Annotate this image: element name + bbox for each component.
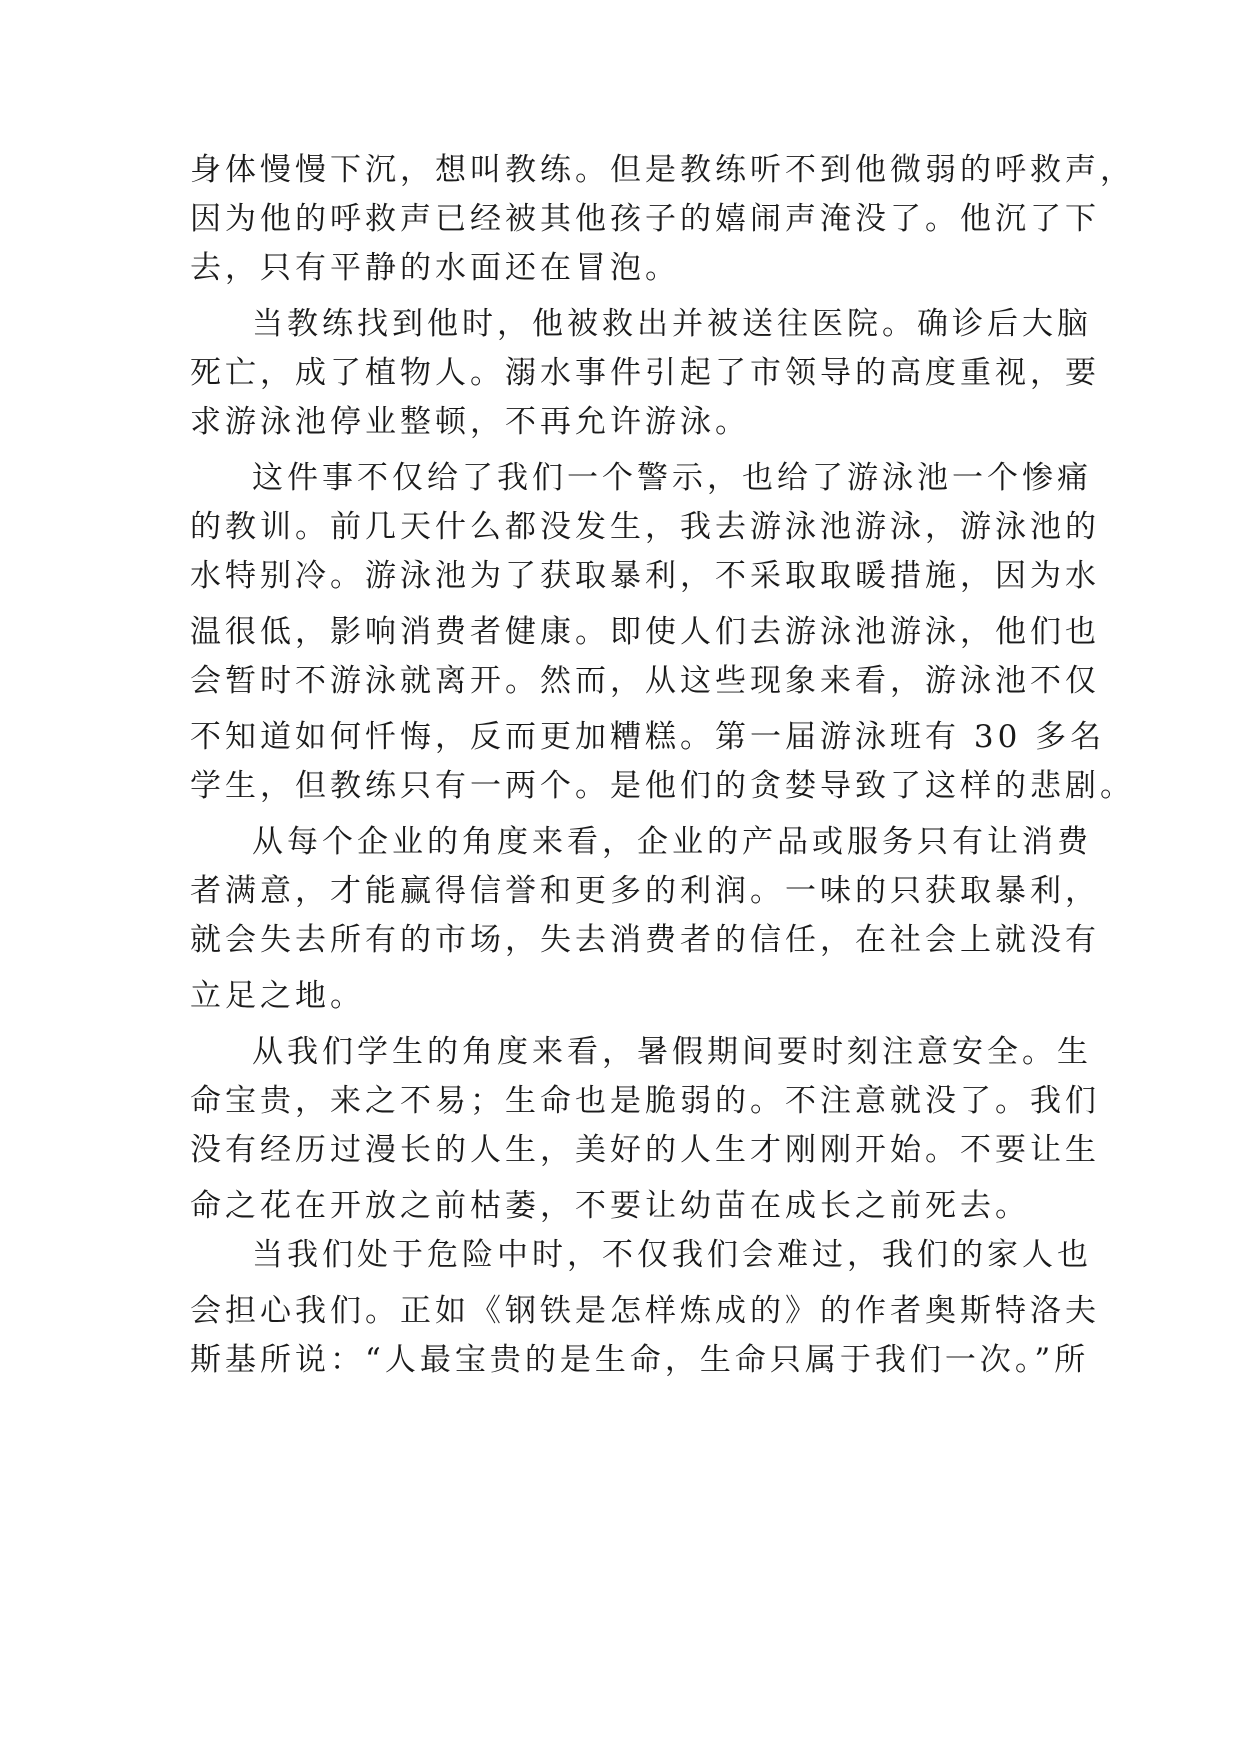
text-line: 的教训。前几天什么都没发生，我去游泳池游泳，游泳池的: [190, 509, 1100, 545]
text-line: 学生，但教练只有一两个。是他们的贪婪导致了这样的悲剧。: [190, 768, 1135, 804]
text-line: 从我们学生的角度来看，暑假期间要时刻注意安全。生: [252, 1034, 1092, 1070]
text-line: 当我们处于危险中时，不仅我们会难过，我们的家人也: [252, 1237, 1092, 1273]
text-line: 这件事不仅给了我们一个警示，也给了游泳池一个惨痛: [252, 460, 1092, 496]
text-line: 者满意，才能赢得信誉和更多的利润。一味的只获取暴利，: [190, 873, 1100, 909]
text-line: 死亡，成了植物人。溺水事件引起了市领导的高度重视，要: [190, 355, 1100, 391]
text-line: 没有经历过漫长的人生，美好的人生才刚刚开始。不要让生: [190, 1132, 1100, 1168]
text-line: 命之花在开放之前枯萎，不要让幼苗在成长之前死去。: [190, 1188, 1030, 1224]
text-line: 去，只有平静的水面还在冒泡。: [190, 250, 680, 286]
text-line: 会担心我们。正如《钢铁是怎样炼成的》的作者奥斯特洛夫: [190, 1293, 1100, 1329]
text-line: 立足之地。: [190, 978, 365, 1014]
text-line: 斯基所说：“人最宝贵的是生命，生命只属于我们一次。”所: [190, 1342, 1090, 1378]
text-line: 会暂时不游泳就离开。然而，从这些现象来看，游泳池不仅: [190, 663, 1100, 699]
text-line: 求游泳池停业整顿，不再允许游泳。: [190, 404, 750, 440]
text-line: 身体慢慢下沉，想叫教练。但是教练听不到他微弱的呼救声，: [190, 152, 1135, 188]
text-line: 从每个企业的角度来看，企业的产品或服务只有让消费: [252, 824, 1092, 860]
text-line: 因为他的呼救声已经被其他孩子的嬉闹声淹没了。他沉了下: [190, 201, 1100, 237]
text-line: 不知道如何忏悔，反而更加糟糕。第一届游泳班有 30 多名: [190, 719, 1106, 755]
text-line: 就会失去所有的市场，失去消费者的信任，在社会上就没有: [190, 922, 1100, 958]
text-line: 温很低，影响消费者健康。即使人们去游泳池游泳，他们也: [190, 614, 1100, 650]
text-line: 水特别冷。游泳池为了获取暴利，不采取取暖措施，因为水: [190, 558, 1100, 594]
text-line: 命宝贵，来之不易；生命也是脆弱的。不注意就没了。我们: [190, 1083, 1100, 1119]
text-line: 当教练找到他时，他被救出并被送往医院。确诊后大脑: [252, 306, 1092, 342]
